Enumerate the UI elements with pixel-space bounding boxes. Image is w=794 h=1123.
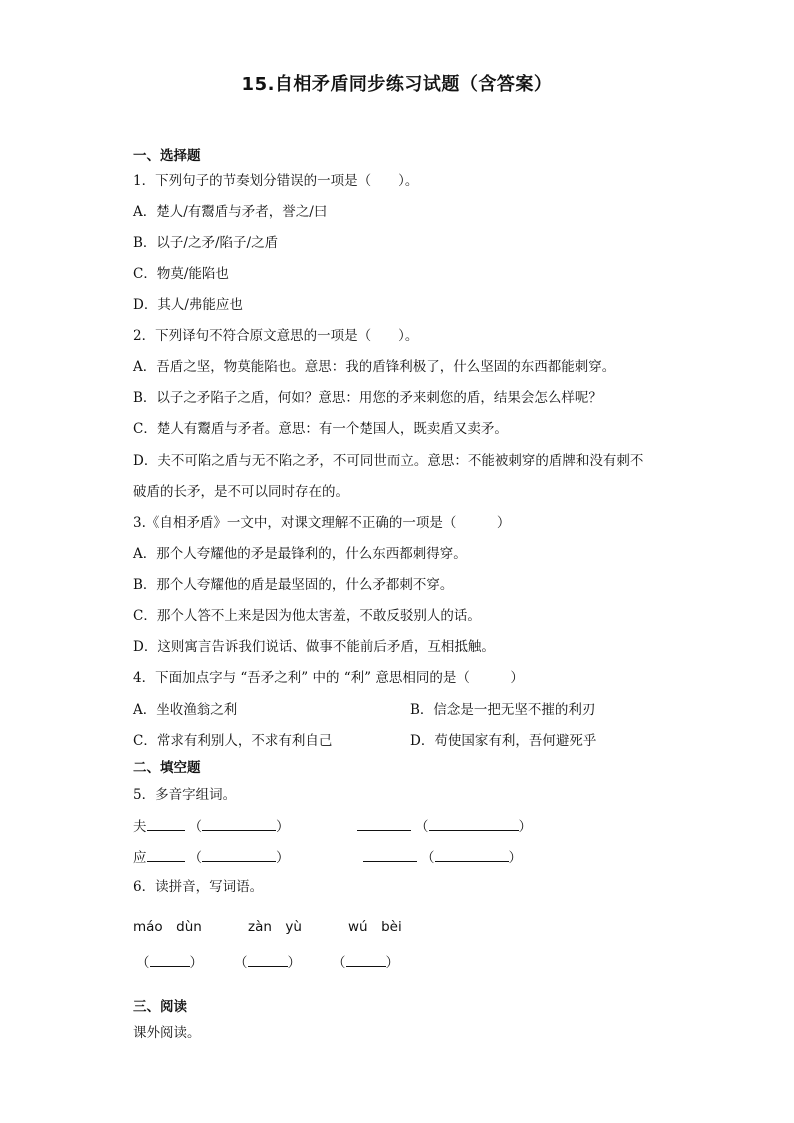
q4-option-a: A．坐收渔翁之利 [133, 702, 238, 718]
answer-blank[interactable] [363, 847, 417, 862]
q5-char-2: 应 [133, 850, 147, 866]
q4-option-d: D．苟使国家有利，吾何避死乎 [410, 733, 597, 749]
q1-stem: 1．下列句子的节奏划分错误的一项是（ ）。 [133, 173, 419, 189]
answer-blank[interactable] [346, 952, 386, 967]
q5-row-1-b: （ ） [357, 816, 532, 836]
answer-blank[interactable] [150, 952, 190, 967]
section-heading-choice: 一、选择题 [133, 148, 201, 164]
q2-option-d-line2: 破盾的长矛，是不可以同时存在的。 [133, 484, 349, 500]
q2-option-d-line1: D．夫不可陷之盾与无不陷之矛，不可同世而立。意思：不能被刺穿的盾牌和没有刺不 [133, 453, 644, 469]
q1-option-c: C．物莫/能陷也 [133, 266, 229, 282]
q6-answer-3: （ ） [332, 951, 399, 971]
q5-char-1: 夫 [133, 819, 147, 835]
q6-stem: 6．读拼音，写词语。 [133, 879, 264, 895]
q2-option-b: B．以子之矛陷子之盾，何如？意思：用您的矛来刺您的盾，结果会怎么样呢？ [133, 390, 602, 406]
section-heading-fill: 二、填空题 [133, 760, 201, 776]
q6-pinyin-3: wú bèi [348, 919, 402, 935]
q3-option-a: A．那个人夸耀他的矛是最锋利的，什么东西都刺得穿。 [133, 546, 467, 562]
answer-blank[interactable] [429, 816, 519, 831]
q2-option-c: C．楚人有鬻盾与矛者。意思：有一个楚国人，既卖盾又卖矛。 [133, 421, 508, 437]
q3-option-c: C．那个人答不上来是因为他太害羞，不敢反驳别人的话。 [133, 608, 481, 624]
page-title: 15.自相矛盾同步练习试题（含答案） [241, 74, 553, 95]
q4-stem: 4．下面加点字与 “吾矛之利” 中的 “利” 意思相同的是（ ） [133, 670, 524, 686]
answer-blank[interactable] [202, 847, 276, 862]
q1-option-d: D．其人/弗能应也 [133, 297, 243, 313]
q3-stem: 3.《自相矛盾》一文中，对课文理解不正确的一项是（ ） [133, 515, 511, 531]
q5-stem: 5．多音字组词。 [133, 787, 237, 803]
q3-option-d: D．这则寓言告诉我们说话、做事不能前后矛盾，互相抵触。 [133, 639, 495, 655]
answer-blank[interactable] [248, 952, 288, 967]
q5-row-2: 应 （ ） [133, 847, 290, 867]
q6-answer-2: （ ） [234, 951, 301, 971]
q3-option-b: B．那个人夸耀他的盾是最坚固的，什么矛都刺不穿。 [133, 577, 454, 593]
q6-pinyin-1: máo dùn [133, 919, 202, 935]
answer-blank[interactable] [202, 816, 276, 831]
answer-blank[interactable] [147, 847, 185, 862]
q2-stem: 2．下列译句不符合原文意思的一项是（ ）。 [133, 328, 419, 344]
answer-blank[interactable] [147, 816, 185, 831]
q2-option-a: A．吾盾之坚，物莫能陷也。意思：我的盾锋利极了，什么坚固的东西都能刺穿。 [133, 359, 616, 375]
q5-row-1: 夫 （ ） [133, 816, 290, 836]
q1-option-b: B．以子/之矛/陷子/之盾 [133, 235, 279, 251]
answer-blank[interactable] [435, 847, 509, 862]
q6-answer-1: （ ） [136, 951, 203, 971]
q1-option-a: A．楚人/有鬻盾与矛者，誉之/曰 [133, 204, 328, 220]
q5-row-2-b: （ ） [363, 847, 522, 867]
q4-option-b: B．信念是一把无坚不摧的利刃 [410, 702, 596, 718]
answer-blank[interactable] [357, 816, 411, 831]
q4-option-c: C．常求有利别人，不求有利自己 [133, 733, 333, 749]
q6-pinyin-2: zàn yù [248, 919, 302, 935]
reading-intro: 课外阅读。 [133, 1025, 201, 1041]
section-heading-reading: 三、阅读 [133, 999, 187, 1015]
